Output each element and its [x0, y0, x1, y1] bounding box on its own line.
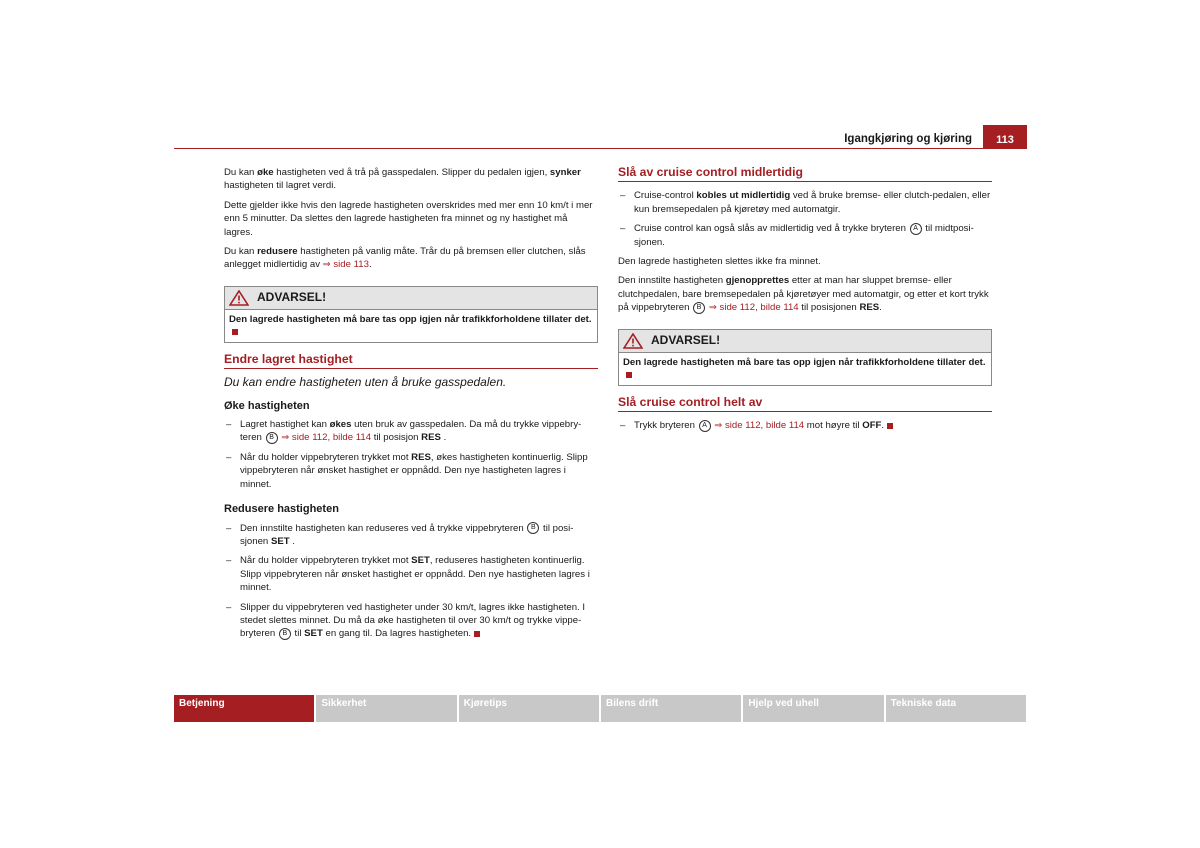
paragraph: Den innstilte hastigheten gjenopprettes etter at man har sluppet bremse- eller clutchpedalen, bare bremsepedalen på kjøretøyer med automatgir, og etter et kort trykk på vippebryteren B ⇒ side 112, bilde 114 til posisjonen RES. — [618, 275, 989, 314]
page-reference-link[interactable]: ⇒ side 112, bilde 114 — [281, 432, 372, 444]
switch-label-icon: A — [910, 223, 922, 235]
page-number: 113 — [983, 125, 1027, 149]
tab-hjelp-ved-uhell[interactable]: Hjelp ved uhell — [743, 695, 883, 722]
instruction-list — [224, 418, 598, 491]
list-item: – Slipper du vippebryteren ved hastigheter under 30 km/t, lagres ikke hastigheten. I stedet slettes minnet. Du må da øke hastigheten til over 30 km/t og trykke vippebryteren B til SET en gang til. Da lagres hastigheten. — [224, 601, 598, 641]
switch-label-icon: A — [699, 420, 711, 432]
header-rule — [174, 148, 1026, 149]
end-marker-icon — [887, 423, 893, 429]
header-title: Igangkjøring og kjøring — [844, 133, 972, 145]
page-reference-link[interactable]: ⇒ side 112, bilde 114 — [714, 420, 805, 432]
subsection-title: Redusere hastigheten — [224, 503, 339, 516]
left-column — [224, 166, 598, 647]
section-intro: Du kan endre hastigheten uten å bruke gasspedalen. — [224, 375, 507, 390]
page-reference-link[interactable]: ⇒ side 113 — [322, 259, 369, 271]
warning-box — [618, 329, 992, 386]
warning-box — [224, 286, 598, 343]
switch-label-icon: B — [279, 628, 291, 640]
warning-text: Den lagrede hastigheten må bare tas opp igjen når trafikkforholdene tillater det. — [623, 356, 986, 368]
tab-kjoretips[interactable]: Kjøretips — [459, 695, 599, 722]
section-title: Slå cruise control helt av — [618, 396, 992, 412]
tab-betjening[interactable]: Betjening — [174, 695, 314, 722]
warning-triangle-icon — [623, 333, 643, 349]
switch-label-icon: B — [266, 432, 278, 444]
list-item: – Cruise-control kobles ut midlertidig ved å bruke bremse- eller clutch-pedalen, eller kun bremsepedalen på kjøretøy med automatgir. — [618, 189, 992, 216]
tab-sikkerhet[interactable]: Sikkerhet — [316, 695, 456, 722]
list-item: – Når du holder vippebryteren trykket mot SET, reduseres hastigheten kontinuerlig. Slipp vippebryteren når ønsket hastighet er oppnådd. Den nye hastigheten lagres i minnet. — [224, 554, 598, 594]
list-item: – Lagret hastighet kan økes uten bruk av gasspedalen. Da må du trykke vippebryteren B ⇒ side 112, bilde 114 til posisjon RES . — [224, 418, 598, 445]
right-column — [618, 166, 992, 438]
list-item: – Når du holder vippebryteren trykket mot RES, økes hastigheten kontinuerlig. Slipp vippebryteren når ønsket hastighet er oppnådd. Den nye hastigheten lagres i minnet. — [224, 451, 598, 491]
end-marker-icon — [232, 329, 238, 335]
section-title: Slå av cruise control midlertidig — [618, 166, 992, 182]
end-marker-icon — [474, 631, 480, 637]
section-title: Endre lagret hastighet — [224, 353, 598, 369]
instruction-list — [618, 419, 992, 432]
end-marker-icon — [626, 372, 632, 378]
page-reference-link[interactable]: ⇒ side 112, bilde 114 — [708, 302, 799, 314]
paragraph: Dette gjelder ikke hvis den lagrede hastigheten overskrides med mer enn 10 km/t i mer enn 5 minutter. Da slettes den lagrede hastigheten fra minnet og ny hastighet må lagres. — [224, 199, 593, 238]
instruction-list — [618, 189, 992, 249]
paragraph: Du kan redusere hastigheten på vanlig måte. Trår du på bremsen eller clutchen, slås anlegget midlertidig av ⇒ side 113. — [224, 246, 586, 271]
list-item: – Den innstilte hastigheten kan reduseres ved å trykke vippebryteren B til posisjonen SET . — [224, 522, 598, 549]
list-item: – Trykk bryteren A ⇒ side 112, bilde 114 mot høyre til OFF. — [618, 419, 992, 432]
chapter-tabs — [174, 695, 1026, 722]
subsection-title: Øke hastigheten — [224, 399, 310, 412]
tab-tekniske-data[interactable]: Tekniske data — [886, 695, 1026, 722]
warning-text: Den lagrede hastigheten må bare tas opp igjen når trafikkforholdene tillater det. — [229, 313, 592, 325]
tab-bilens-drift[interactable]: Bilens drift — [601, 695, 741, 722]
instruction-list — [224, 522, 598, 641]
warning-title: ADVARSEL! — [651, 332, 721, 347]
list-item: – Cruise control kan også slås av midlertidig ved å trykke bryteren A til midtposisjonen. — [618, 222, 992, 249]
warning-triangle-icon — [229, 290, 249, 306]
switch-label-icon: B — [693, 302, 705, 314]
switch-label-icon: B — [527, 522, 539, 534]
paragraph: Den lagrede hastigheten slettes ikke fra minnet. — [618, 256, 821, 268]
warning-title: ADVARSEL! — [257, 290, 327, 305]
paragraph: Du kan øke hastigheten ved å trå på gasspedalen. Slipper du pedalen igjen, synker hastigheten til lagret verdi. — [224, 167, 581, 192]
